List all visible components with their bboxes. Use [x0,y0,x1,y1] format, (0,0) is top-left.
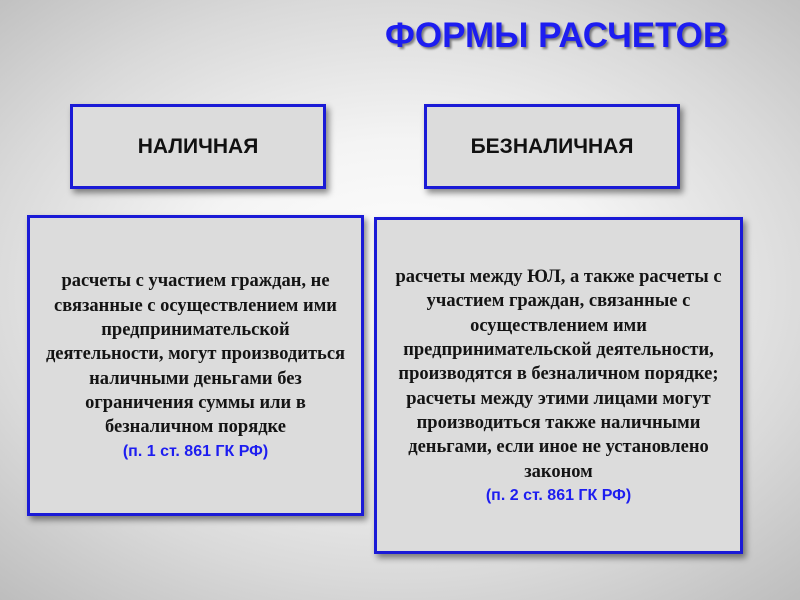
cash-heading-label: НАЛИЧНАЯ [137,134,259,158]
cash-description-text: расчеты с участием граждан, не связанные с осуществлением ими предпринимательской деятельности, могут производиться наличными деньгами без ограничения суммы или в безналичном порядке [45,271,346,438]
noncash-description-text: расчеты между ЮЛ, а также расчеты с участием граждан, связанные с осуществлением ими предпринимательской деятельности, производятся в безналичном порядке; расчеты между этими лицами могут производиться также наличными деньгами, если иное не установлено законом [395,267,722,482]
noncash-heading-box [424,104,680,189]
noncash-heading-label: БЕЗНАЛИЧНАЯ [470,134,634,158]
cash-legal-reference: (п. 1 ст. 861 ГК РФ) [122,442,269,460]
noncash-description-box [374,217,743,554]
noncash-legal-reference: (п. 2 ст. 861 ГК РФ) [485,486,632,504]
slide-title: ФОРМЫ РАСЧЕТОВ [385,16,729,55]
cash-description-box [27,215,364,516]
cash-heading-box [70,104,326,189]
